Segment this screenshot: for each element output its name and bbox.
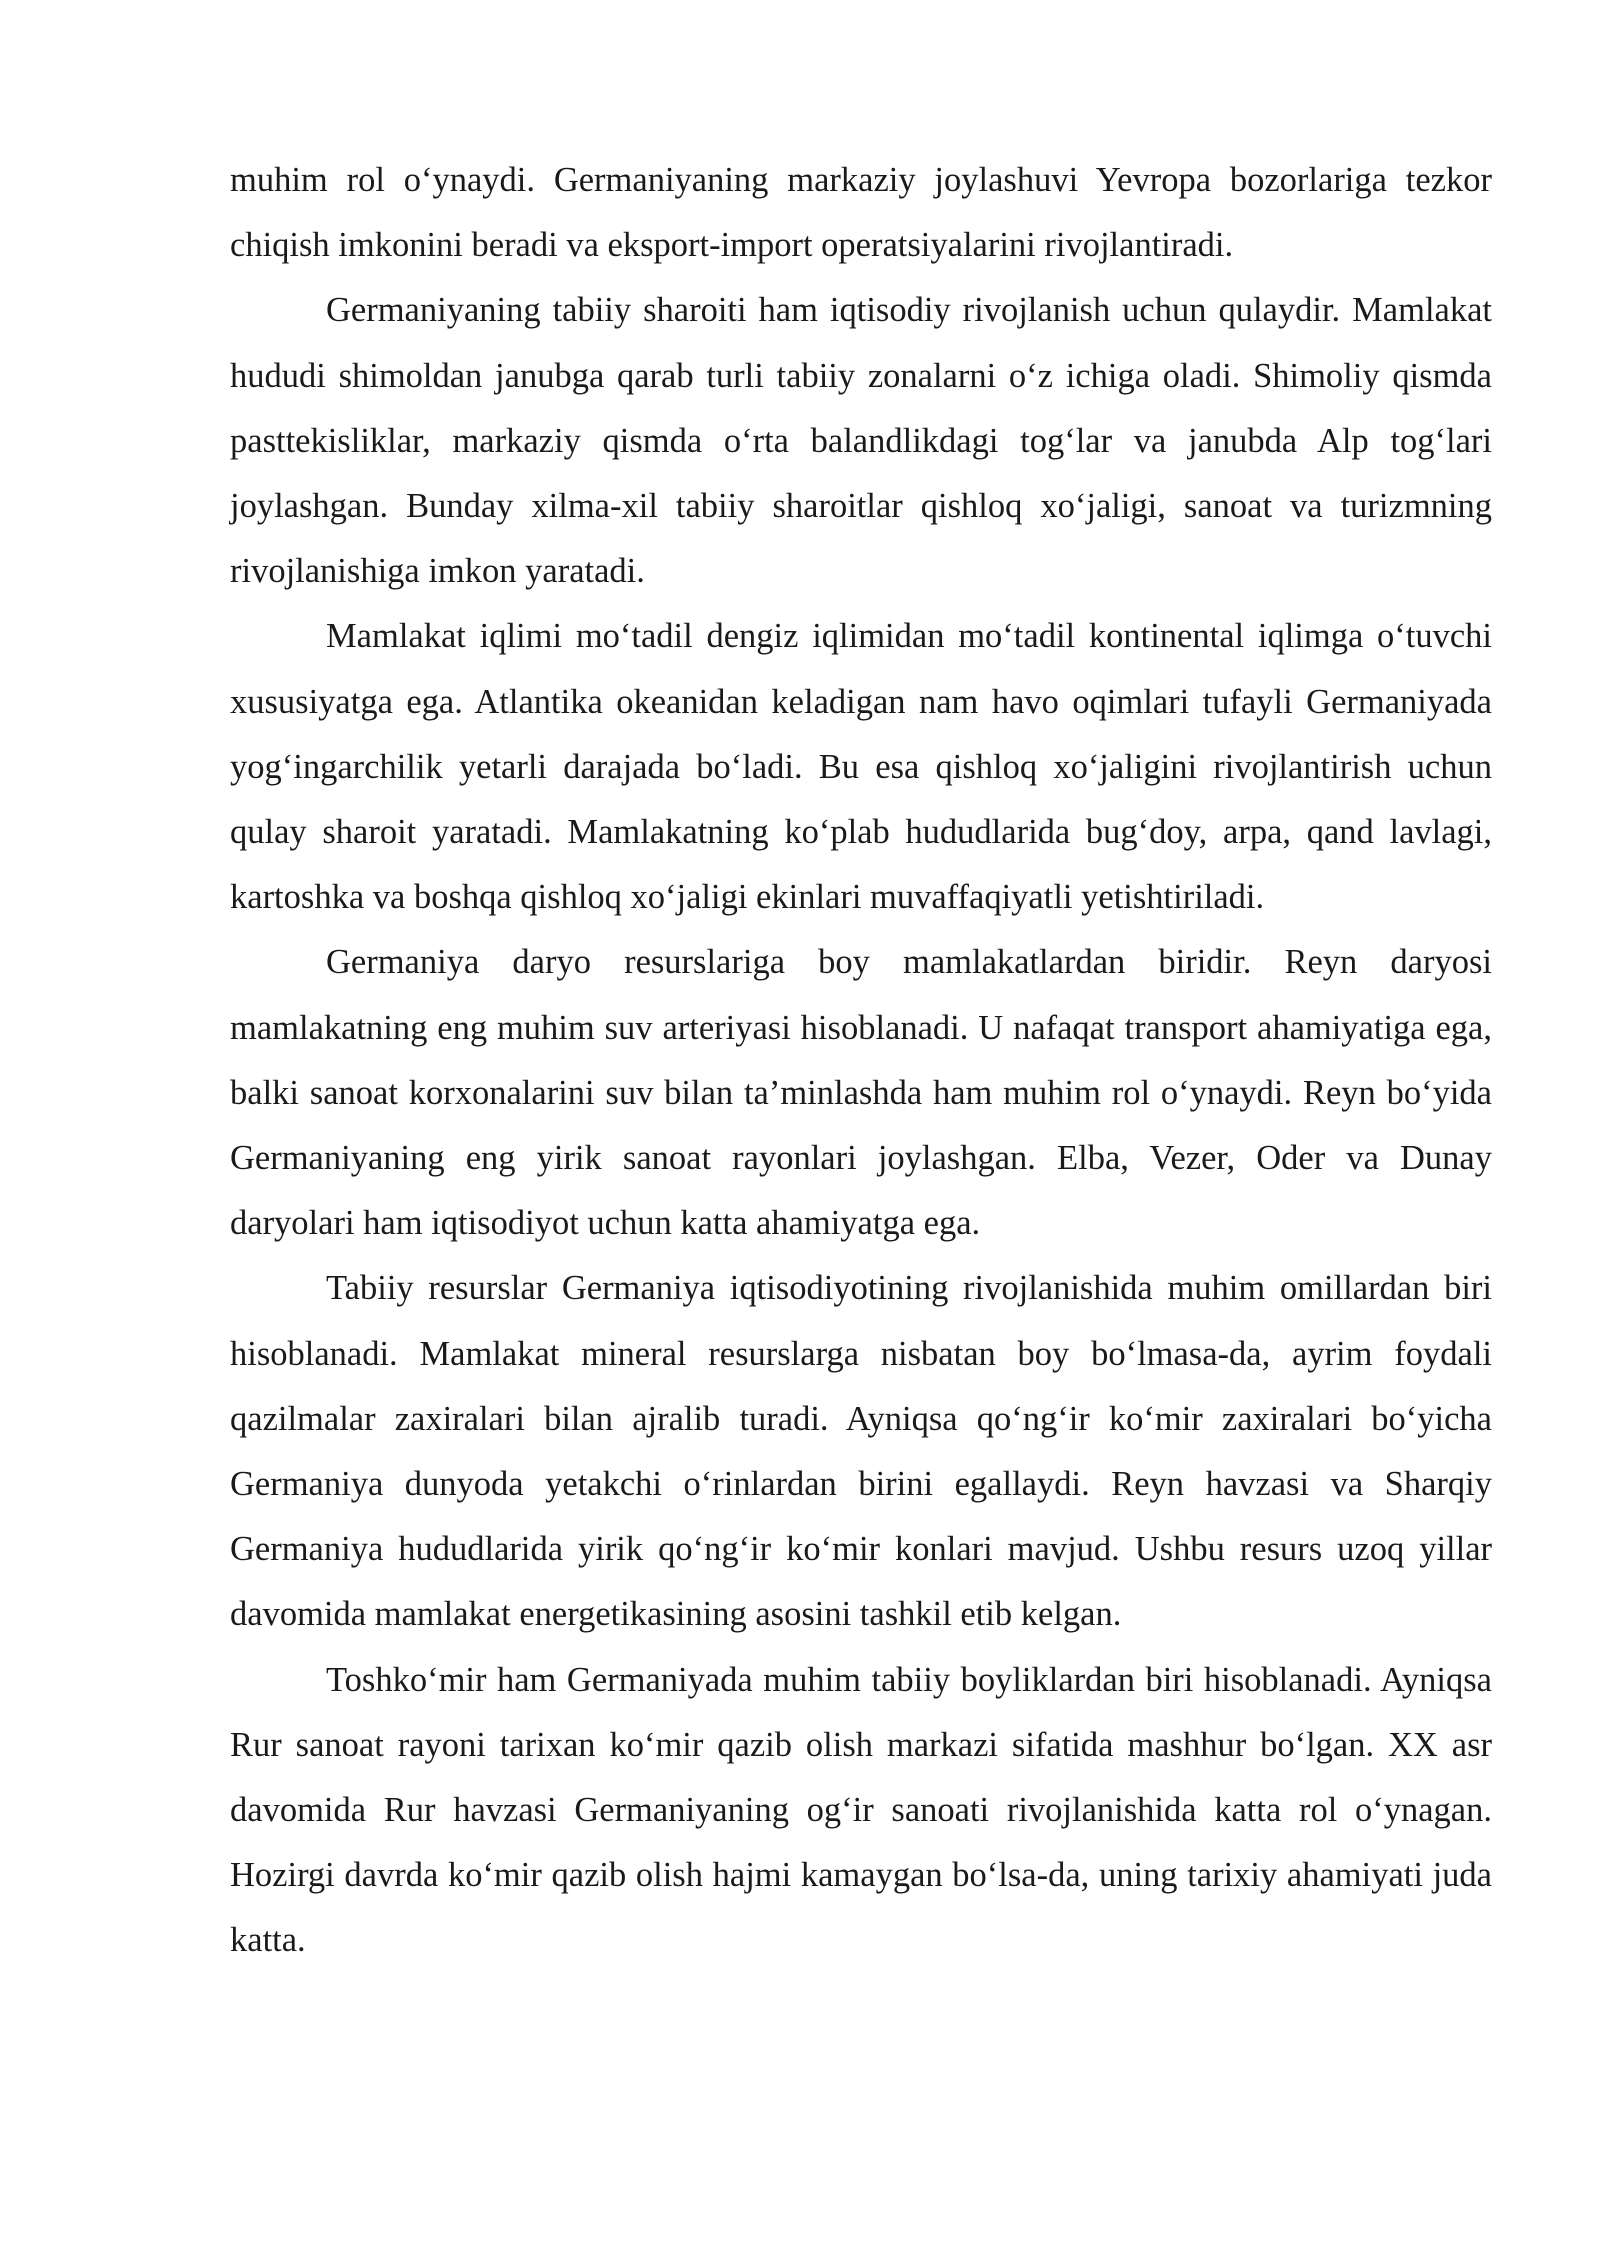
paragraph: Toshko‘mir ham Germaniyada muhim tabiiy boyliklardan biri hisoblanadi. Ayniqsa Rur sanoat rayoni tarixan ko‘mir qazib olish markazi sifatida mashhur bo‘lgan. XX asr davomida Rur havzasi Germaniyaning og‘ir sanoati rivojlanishida katta rol o‘ynagan. Hozirgi davrda ko‘mir qazib olish hajmi kamaygan bo‘lsa-da, uning tarixiy ahamiyati juda katta. (230, 1660, 1492, 1960)
paragraph: Germaniyaning tabiiy sharoiti ham iqtisodiy rivojlanish uchun qulaydir. Mamlakat hududi shimoldan janubga qarab turli tabiiy zonalarni o‘z ichiga oladi. Shimoliy qismda pasttekisliklar, markaziy qismda o‘rta balandlikdagi tog‘lar va janubda Alp tog‘lari joylashgan. Bunday xilma-xil tabiiy sharoitlar qishloq xo‘jaligi, sanoat va turizmning rivojlanishiga imkon yaratadi. (230, 291, 1492, 591)
paragraph: Tabiiy resurslar Germaniya iqtisodiyotining rivojlanishida muhim omillardan biri hisoblanadi. Mamlakat mineral resurslarga nisbatan boy bo‘lmasa-da, ayrim foydali qazilmalar zaxiralari bilan ajralib turadi. Ayniqsa qo‘ng‘ir ko‘mir zaxiralari bo‘yicha Germaniya dunyoda yetakchi o‘rinlardan birini egallaydi. Reyn havzasi va Sharqiy Germaniya hududlarida yirik qo‘ng‘ir ko‘mir konlari mavjud. Ushbu resurs uzoq yillar davomida mamlakat energetikasining asosini tashkil etib kelgan. (230, 1269, 1492, 1634)
paragraph: muhim rol o‘ynaydi. Germaniyaning markaziy joylashuvi Yevropa bozorlariga tezkor chiqish imkonini beradi va eksport-import operatsiyalarini rivojlantiradi. (230, 161, 1492, 265)
paragraph: Germaniya daryo resurslariga boy mamlakatlardan biridir. Reyn daryosi mamlakatning eng muhim suv arteriyasi hisoblanadi. U nafaqat transport ahamiyatiga ega, balki sanoat korxonalarini suv bilan ta’minlashda ham muhim rol o‘ynaydi. Reyn bo‘yida Germaniyaning eng yirik sanoat rayonlari joylashgan. Elba, Vezer, Oder va Dunay daryolari ham iqtisodiyot uchun katta ahamiyatga ega. (230, 943, 1492, 1243)
paragraph: Mamlakat iqlimi mo‘tadil dengiz iqlimidan mo‘tadil kontinental iqlimga o‘tuvchi xususiyatga ega. Atlantika okeanidan keladigan nam havo oqimlari tufayli Germaniyada yog‘ingarchilik yetarli darajada bo‘ladi. Bu esa qishloq xo‘jaligini rivojlantirish uchun qulay sharoit yaratadi. Mamlakatning ko‘plab hududlarida bug‘doy, arpa, qand lavlagi, kartoshka va boshqa qishloq xo‘jaligi ekinlari muvaffaqiyatli yetishtiriladi. (230, 617, 1492, 917)
document-body (230, 148, 1492, 1974)
